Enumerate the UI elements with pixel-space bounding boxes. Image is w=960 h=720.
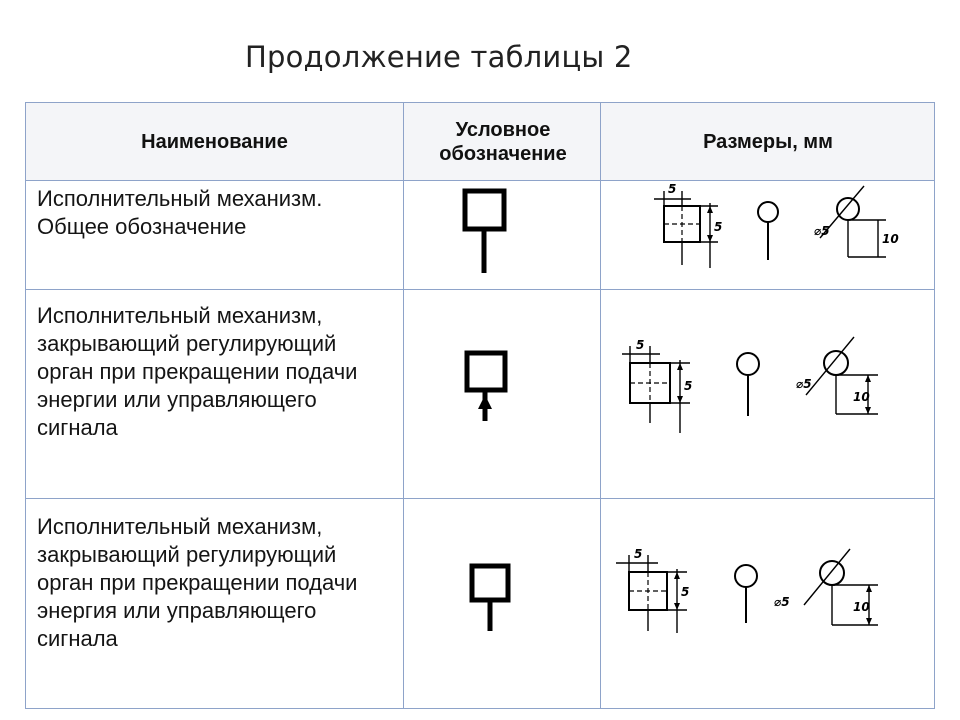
row-name: Исполнительный механизм. Общее обозначение <box>37 186 323 239</box>
row-name: Исполнительный механизм, закрывающий регулирующий орган при прекращении подачи энергии или управляющего сигнала <box>37 303 358 440</box>
symbols-table <box>25 102 935 709</box>
dim-height-label: 10 <box>853 390 870 404</box>
row-divider <box>26 498 934 499</box>
dim-height-label: 5 <box>681 585 690 599</box>
dim-width-label: 5 <box>668 182 677 196</box>
dim-height-label: 10 <box>853 600 870 614</box>
dim-diameter-label: ⌀5 <box>796 377 812 391</box>
row-name: Исполнительный механизм, закрывающий регулирующий орган при прекращении подачи энергия или управляющего сигнала <box>37 514 358 651</box>
column-divider <box>600 103 601 708</box>
column-divider <box>403 103 404 708</box>
header-dimensions: Размеры, мм <box>703 131 833 153</box>
page-title: Продолжение таблицы 2 <box>245 40 633 74</box>
dim-height-label: 10 <box>882 232 899 246</box>
row-divider <box>26 289 934 290</box>
header-name: Наименование <box>141 131 288 153</box>
dim-width-label: 5 <box>636 338 645 352</box>
header-symbol: Условное обозначение <box>439 119 567 165</box>
dim-height-label: 5 <box>714 220 723 234</box>
dim-diameter-label: ⌀5 <box>814 224 830 238</box>
dim-diameter-label: ⌀5 <box>774 595 790 609</box>
dim-height-label: 5 <box>684 379 693 393</box>
dim-width-label: 5 <box>634 547 643 561</box>
